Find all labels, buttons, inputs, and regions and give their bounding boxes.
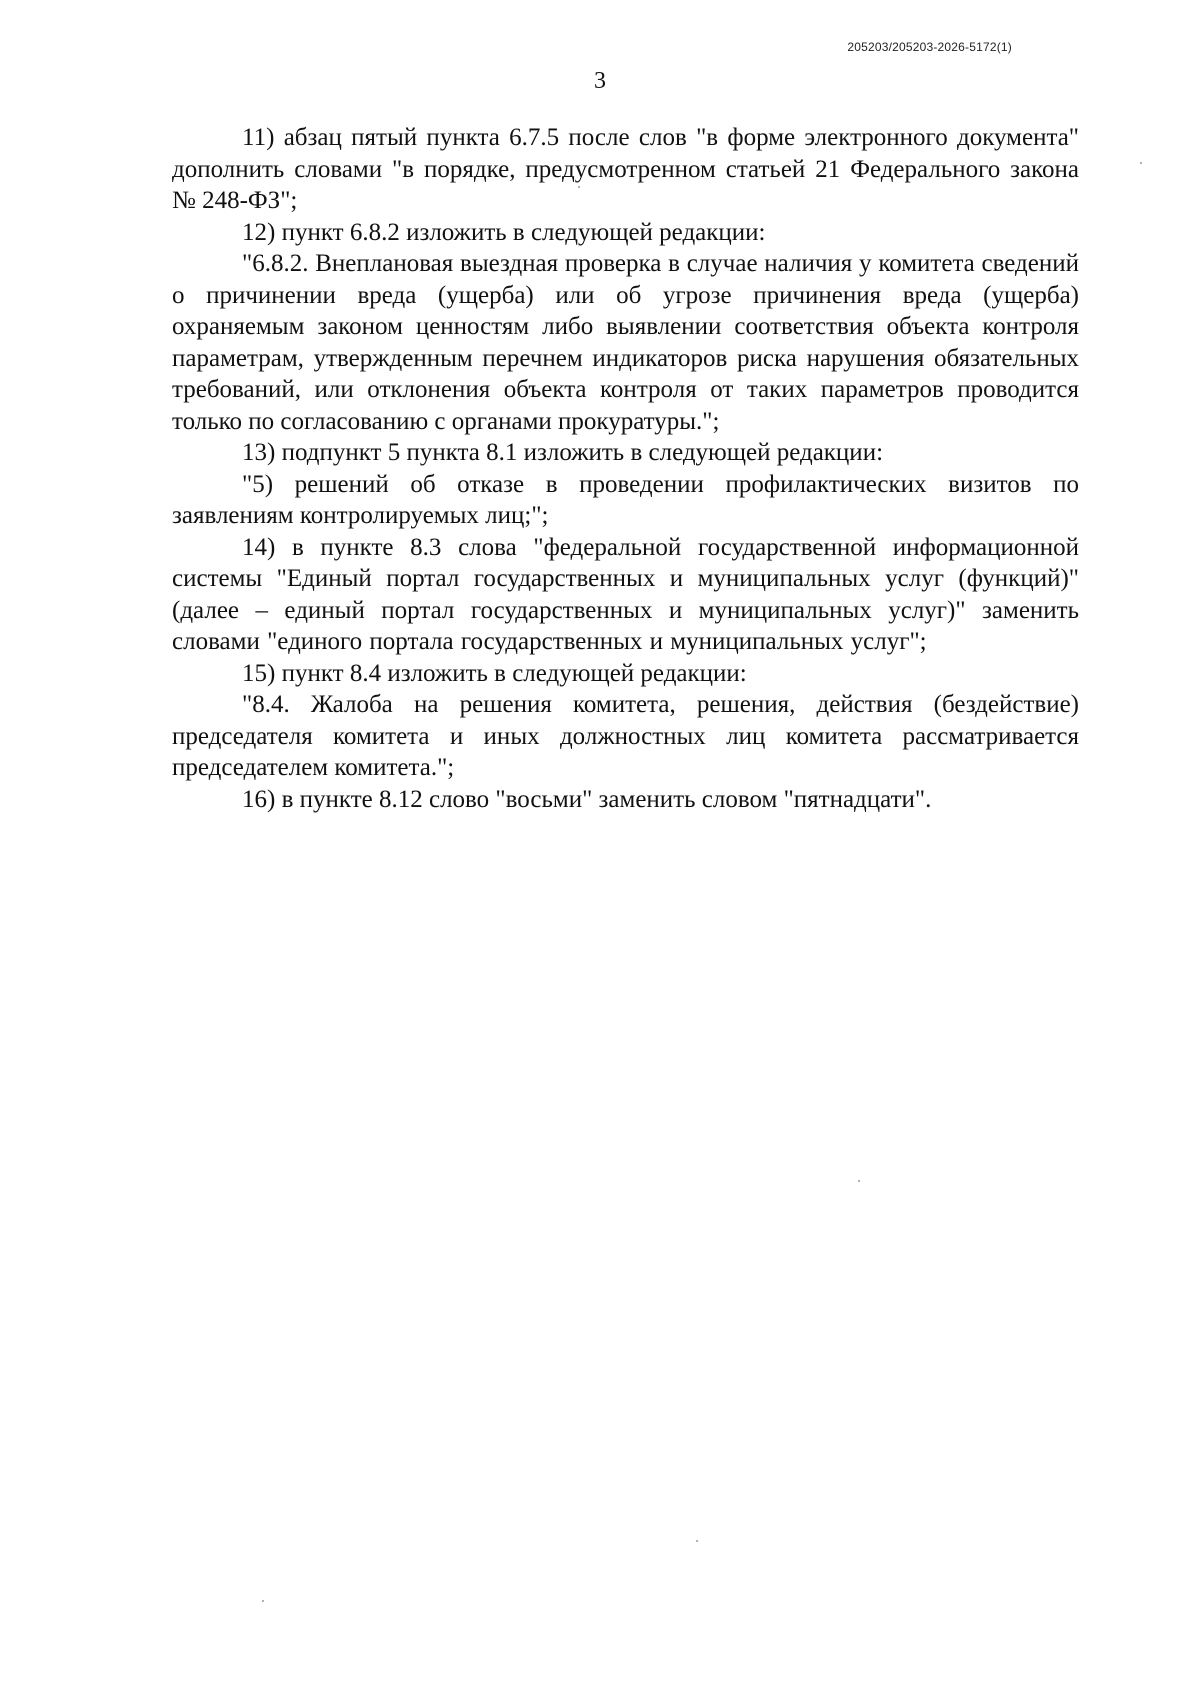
paragraph-item-15: 15) пункт 8.4 изложить в следующей редакции: xyxy=(242,659,747,687)
paragraph-quote-5: "5) решений об отказе в проведении профилактических визитов по заявлениям контролируемых лиц;"; xyxy=(172,470,1079,529)
paragraph-quote-8-4: "8.4. Жалоба на решения комитета, решения, действия (бездействие) председателя комитета и иных должностных лиц комитета рассматривается председателем комитета."; xyxy=(172,691,1079,781)
scan-speck xyxy=(262,1600,264,1602)
scan-speck xyxy=(696,1540,698,1542)
paragraph-quote-6-8-2: "6.8.2. Внеплановая выездная проверка в случае наличия у комитета сведений о причинении вреда (ущерба) или об угрозе причинения вреда (ущерба) охраняемым законом ценностям либо выявлении соответствия объекта контроля параметрам, утвержденным перечнем индикаторов риска нарушения обязательных требований, или отклонения объекта контроля от таких параметров проводится только по согласованию с органами прокуратуры."; xyxy=(172,250,1079,435)
scan-speck xyxy=(1140,162,1142,164)
page-number: 3 xyxy=(594,68,606,94)
paragraph-item-12: 12) пункт 6.8.2 изложить в следующей редакции: xyxy=(242,218,766,246)
paragraph-item-13: 13) подпункт 5 пункта 8.1 изложить в следующей редакции: xyxy=(242,439,884,466)
document-body xyxy=(172,122,1079,815)
paragraph-item-14: 14) в пункте 8.3 слова "федеральной государственной информационной системы "Единый портал государственных и муниципальных услуг (функций)" (далее – единый портал государственных и муниципальных услуг)" заменить словами "единого портала государственных и муниципальных услуг"; xyxy=(172,533,1079,655)
paragraph-item-16: 16) в пункте 8.12 слово "восьми" заменить словом "пятнадцати". xyxy=(242,785,932,813)
scan-speck xyxy=(858,1180,860,1182)
paragraph-item-11: 11) абзац пятый пункта 6.7.5 после слов "в форме электронного документа" дополнить словами "в порядке, предусмотренном статьей 21 Федерального закона № 248-ФЗ"; xyxy=(172,124,1079,214)
scan-speck xyxy=(578,186,580,188)
document-id: 205203/205203-2026-5172(1) xyxy=(847,40,1012,54)
